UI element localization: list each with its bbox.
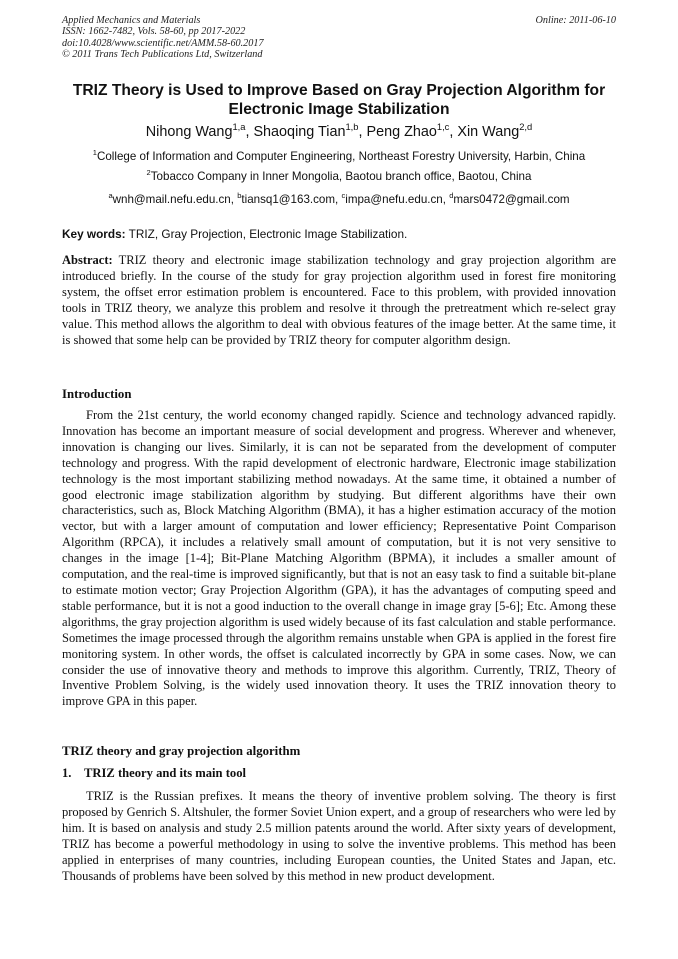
introduction-text: From the 21st century, the world economy changed rapidly. Science and technology advanced rapidly. Innovation has become an important measure of social development and progress. Wherever and whenever, innovation is changing our lives. Similarly, it is can not be separated from the development of computer technology and progress. With the rapid development of electronic hardware, Electronic image stabilization technology is the most important stabilizing method nowadays. At the same time, it obtained a number of good electronic image stabilization algorithm by studying. But different algorithms have their own characteristics, such as, Block Matching Algorithm (BMA), it has a higher estimation accuracy of the motion vector, but with a larger amount of computation and lower efficiency; Representative Point Comparison Algorithm (RPCA), it includes a relatively small amount of computation, but it is not very sensitive to changes in the image [1-4]; Bit-Plane Matching Algorithm (BPMA), it includes a smaller amount of computation, and the real-time is improved significantly, but that is not an easy task to find a suitable bit-plane to estimate motion vector; Gray Projection Algorithm (GPA), it has the advantages of computing speed and stable performance, but it is not a good induction to the overall change in image gray [5-6]; Etc. Among these algorithms, the gray projection algorithm is used widely because of its fast calculation and stable performance. Sometimes the image processed through the algorithm remains unstable when GPA is applied in the forest fire monitoring system. In other words, the offset is calculated incorrectly by GPA in some cases. Now, we can consider the use of innovative theory and methods to improve this algorithm. Currently, TRIZ, Theory of Inventive Problem Solving, is the widely used innovation theory. It uses the TRIZ innovation theory to improve GPA in this paper. bbox=[62, 408, 616, 709]
journal-name: Applied Mechanics and Materials bbox=[62, 15, 201, 26]
journal-issn: ISSN: 1662-7482, Vols. 58-60, pp 2017-2022 bbox=[62, 26, 246, 38]
affiliation-2: $^2$Tobacco Company in Inner Mongolia, Baotou branch office, Baotou, China bbox=[146, 168, 532, 183]
author: Peng Zhao$^{1,c}$, bbox=[366, 122, 458, 140]
abstract-label: Abstract: bbox=[62, 253, 113, 267]
online-date: Online: 2011-06-10 bbox=[535, 15, 616, 26]
journal-copyright: © 2011 Trans Tech Publications Ltd, Switzerland bbox=[62, 48, 263, 60]
journal-doi: doi:10.4028/www.scientific.net/AMM.58-60.2017 bbox=[62, 37, 264, 49]
email: $^d$mars0472@gmail.com bbox=[449, 191, 570, 206]
author-list bbox=[40, 123, 638, 141]
introduction-heading: Introduction bbox=[62, 387, 132, 401]
author: Shaoqing Tian$^{1,b}$, bbox=[253, 122, 367, 140]
subsection-title: TRIZ theory and its main tool bbox=[84, 766, 246, 780]
paper-title: TRIZ Theory is Used to Improve Based on Gray Projection Algorithm for Electronic Image Stabilization bbox=[72, 82, 606, 118]
affiliation-1: $^1$College of Information and Computer Engineering, Northeast Forestry University, Harbin, China bbox=[92, 148, 586, 163]
email: $^a$wnh@mail.nefu.edu.cn, bbox=[108, 191, 238, 206]
section-heading: TRIZ theory and gray projection algorithm bbox=[62, 744, 301, 758]
journal-header bbox=[62, 15, 616, 60]
subsection-number: 1. bbox=[62, 766, 72, 780]
abstract-text: TRIZ theory and electronic image stabilization technology and gray projection algorithm are introduced briefly. In the course of the study for gray projection algorithm used in forest fire monitoring system, the offset error estimation problem is encountered. Face to this problem, with provided innovation tools in TRIZ theory, we analyze this problem and resolve it through the pretreatment which re-select gray value. This method allows the algorithm to deal with obvious features of the image better. At the same time, it is showed that some help can be provided by TRIZ theory for computer algorithm design. bbox=[62, 253, 616, 347]
subsection-heading bbox=[62, 766, 616, 781]
email: $^c$impa@nefu.edu.cn, bbox=[341, 191, 450, 206]
author: Nihong Wang$^{1,a}$, bbox=[145, 122, 254, 140]
author: Xin Wang$^{2,d}$ bbox=[457, 122, 533, 140]
email-list bbox=[30, 193, 648, 207]
section-text: TRIZ is the Russian prefixes. It means the theory of inventive problem solving. The theory is first proposed by Genrich S. Altshuler, the former Soviet Union expert, and a group of researchers who were led by him. It is based on analysis and study 2.5 million patents around the world. After sixty years of development, TRIZ has become a powerful methodology in using to solve the inventive problems. This method has been applied in enterprises of many countries, including European counties, the United States and Japan, etc. Thousands of problems have been solved by this method in new product development. bbox=[62, 789, 616, 883]
abstract bbox=[62, 253, 616, 348]
email: $^b$tiansq1@163.com, bbox=[237, 191, 342, 206]
keywords: Key words: TRIZ, Gray Projection, Electronic Image Stabilization. bbox=[62, 227, 408, 241]
